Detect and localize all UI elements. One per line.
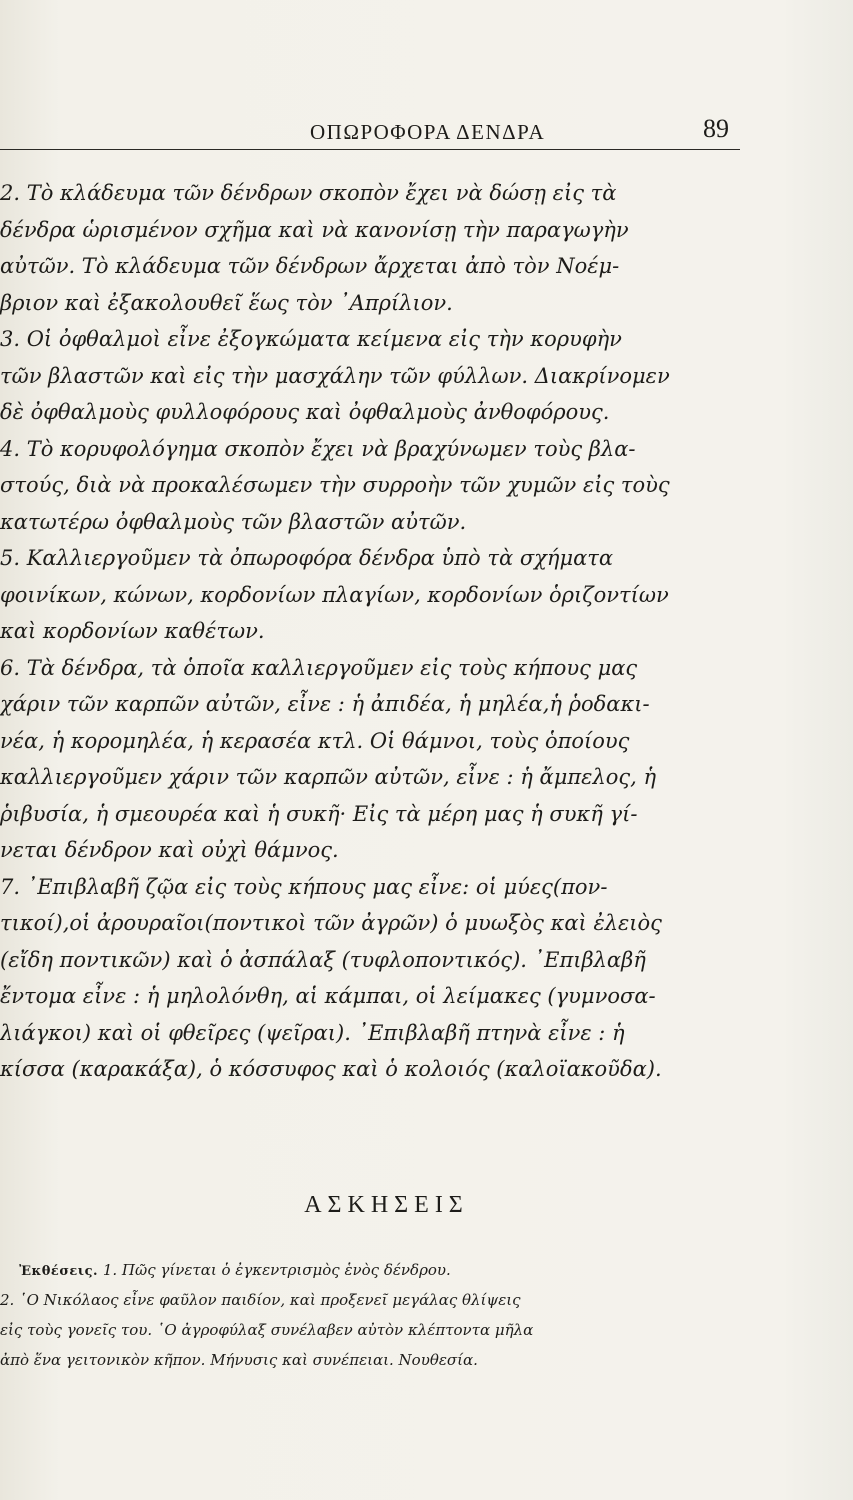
text-line: καλλιεργοῦμεν χάριν τῶν καρπῶν αὐτῶν, εἶνε : ἡ ἄμπελος, ἡ — [0, 765, 657, 789]
section-title: ΑΣΚΗΣΕΙΣ — [304, 1192, 469, 1218]
text-line: χάριν τῶν καρπῶν αὐτῶν, εἶνε : ἡ ἀπιδέα, ἡ μηλέα,ἡ ῥοδακι- — [0, 692, 650, 716]
exercise-text: 1. Πῶς γίνεται ὁ ἐγκεντρισμὸς ἑνὸς δένδρου. — [98, 1261, 451, 1279]
text-line: 6. Τὰ δένδρα, τὰ ὁποῖα καλλιεργοῦμεν εἰς τοὺς κήπους μας — [0, 655, 638, 680]
text-line: τῶν βλαστῶν καὶ εἰς τὴν μασχάλην τῶν φύλλων. Διακρίνομεν — [0, 363, 670, 388]
text-line: λιάγκοι) καὶ οἱ φθεῖρες (ψεῖραι). ᾿Επιβλαβῆ πτηνὰ εἶνε : ἡ — [0, 1020, 625, 1045]
text-line: καὶ κορδονίων καθέτων. — [0, 619, 265, 643]
text-line: βριον καὶ ἐξακολουθεῖ ἕως τὸν ᾿Απρίλιον. — [0, 290, 453, 315]
text-line: ῥιβυσία, ἡ σμεουρέα καὶ ἡ συκῆ· Εἰς τὰ μέρη μας ἡ συκῆ γί- — [0, 801, 638, 826]
header-rule — [0, 149, 740, 150]
text-line: 2. Τὸ κλάδευμα τῶν δένδρων σκοπὸν ἔχει νὰ δώσῃ εἰς τὰ — [0, 181, 617, 205]
text-line: 7. ᾿Επιβλαβῆ ζῷα εἰς τοὺς κήπους μας εἶνε: οἱ μύες(πον- — [0, 874, 608, 899]
text-line: τικοί),οἱ ἀρουραῖοι(ποντικοὶ τῶν ἀγρῶν) ὁ μυωξὸς καὶ ἐλειὸς — [0, 911, 662, 935]
body-text — [0, 175, 770, 1088]
exercise-line — [0, 1255, 790, 1285]
text-line: 4. Τὸ κορυφολόγημα σκοπὸν ἔχει νὰ βραχύνωμεν τοὺς βλα- — [0, 436, 636, 461]
exercise-line: εἰς τοὺς γονεῖς του. ῾Ο ἀγροφύλαξ συνέλαβεν αὐτὸν κλέπτοντα μῆλα — [0, 1321, 534, 1339]
text-line: δὲ ὀφθαλμοὺς φυλλοφόρους καὶ ὀφθαλμοὺς ἀνθοφόρους. — [0, 400, 610, 424]
exercise-lead-label: Ἐκθέσεις. — [19, 1264, 99, 1279]
page-header — [0, 112, 853, 152]
text-line: 5. Καλλιεργοῦμεν τὰ ὀπωροφόρα δένδρα ὑπὸ τὰ σχήματα — [0, 546, 614, 570]
text-line: νέα, ἡ κορομηλέα, ἡ κερασέα κτλ. Οἱ θάμνοι, τοὺς ὁποίους — [0, 728, 630, 753]
text-line: νεται δένδρον καὶ οὐχὶ θάμνος. — [0, 838, 339, 862]
text-line: 3. Οἱ ὀφθαλμοὶ εἶνε ἐξογκώματα κείμενα εἰς τὴν κορυφὴν — [0, 327, 622, 351]
page-number: 89 — [703, 114, 729, 143]
exercise-line: 2. ῾Ο Νικόλαος εἶνε φαῦλον παιδίον, καὶ προξενεῖ μεγάλας θλίψεις — [0, 1291, 521, 1309]
text-line: δένδρα ὡρισμένον σχῆμα καὶ νὰ κανονίσῃ τὴν παραγωγὴν — [0, 217, 629, 242]
text-line: στούς, διὰ νὰ προκαλέσωμεν τὴν συρροὴν τῶν χυμῶν εἰς τοὺς — [0, 473, 670, 497]
text-line: κατωτέρω ὀφθαλμοὺς τῶν βλαστῶν αὐτῶν. — [0, 509, 467, 534]
running-title: ΟΠΩΡΟΦΟΡΑ ΔΕΝΔΡΑ — [310, 120, 546, 144]
exercise-line: ἀπὸ ἕνα γειτονικὸν κῆπον. Μήνυσις καὶ συνέπειαι. Νουθεσία. — [0, 1351, 478, 1369]
text-line: (εἴδη ποντικῶν) καὶ ὁ ἀσπάλαξ (τυφλοποντικός). ᾿Επιβλαβῆ — [0, 947, 646, 972]
exercises-block — [0, 1255, 790, 1375]
text-line: κίσσα (καρακάξα), ὁ κόσσυφος καὶ ὁ κολοιός (καλοϊακοῦδα). — [0, 1057, 662, 1081]
text-line: αὐτῶν. Τὸ κλάδευμα τῶν δένδρων ἄρχεται ἀπὸ τὸν Νοέμ- — [0, 254, 620, 278]
text-line: φοινίκων, κώνων, κορδονίων πλαγίων, κορδονίων ὁριζοντίων — [0, 582, 669, 607]
text-line: ἔντομα εἶνε : ἡ μηλολόνθη, αἱ κάμπαι, οἱ λείμακες (γυμνοσα- — [0, 984, 656, 1008]
